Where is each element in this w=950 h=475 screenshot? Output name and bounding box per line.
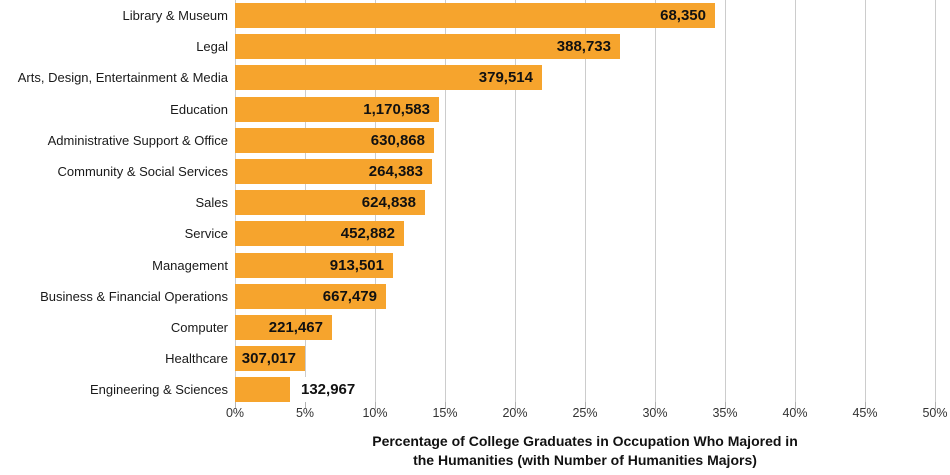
gridline-15 — [445, 0, 446, 402]
category-label: Computer — [170, 320, 228, 335]
bar — [235, 315, 332, 340]
bar-value-label: 388,733 — [556, 38, 611, 55]
bar — [235, 159, 432, 184]
gridline-50 — [935, 0, 936, 402]
category-label: Management — [152, 258, 228, 273]
category-label: Education — [170, 102, 228, 117]
x-tick-label: 30% — [642, 406, 668, 420]
x-axis-title-line1: Percentage of College Graduates in Occupation Who Majored in — [372, 433, 798, 449]
category-label: Service — [184, 226, 228, 241]
x-tick-label: 45% — [852, 406, 878, 420]
bar — [235, 377, 356, 402]
gridline-40 — [795, 0, 796, 402]
bar-value-label: 624,838 — [361, 194, 416, 211]
bar-value-label: 1,170,583 — [363, 101, 430, 118]
bar — [235, 97, 439, 122]
category-label: Arts, Design, Entertainment & Media — [17, 70, 228, 85]
category-label: Legal — [196, 39, 228, 54]
x-tick-label: 50% — [922, 406, 948, 420]
x-tick-label: 10% — [362, 406, 388, 420]
bar-value-label: 221,467 — [268, 319, 323, 336]
x-tick-label: 15% — [432, 406, 458, 420]
bar-value-label: 307,017 — [241, 350, 296, 367]
gridline-35 — [725, 0, 726, 402]
category-label: Sales — [195, 195, 228, 210]
bar — [235, 221, 404, 246]
bar — [235, 190, 425, 215]
category-label: Administrative Support & Office — [47, 133, 228, 148]
category-label: Library & Museum — [122, 8, 228, 23]
category-label: Engineering & Sciences — [89, 382, 228, 397]
bar-value-label: 630,868 — [370, 132, 425, 149]
x-tick-label: 25% — [572, 406, 598, 420]
gridline-20 — [515, 0, 516, 402]
plot-area — [235, 0, 935, 402]
bar — [235, 346, 305, 371]
bar — [235, 128, 434, 153]
bar — [235, 65, 542, 90]
category-label: Community & Social Services — [57, 164, 228, 179]
bar-value-label: 379,514 — [478, 69, 533, 86]
x-tick-label: 20% — [502, 406, 528, 420]
x-tick-label: 40% — [782, 406, 808, 420]
bar-value-label: 913,501 — [329, 257, 384, 274]
bar — [235, 3, 715, 28]
bar — [235, 34, 620, 59]
x-tick-label: 5% — [295, 406, 315, 420]
category-label: Healthcare — [165, 351, 228, 366]
bar — [235, 253, 393, 278]
x-axis-title — [235, 432, 935, 470]
bar-value-label: 132,967 — [299, 377, 357, 402]
gridline-45 — [865, 0, 866, 402]
x-tick-label: 0% — [225, 406, 245, 420]
gridline-30 — [655, 0, 656, 402]
gridline-25 — [585, 0, 586, 402]
bar-value-label: 452,882 — [340, 225, 395, 242]
category-label: Business & Financial Operations — [40, 289, 228, 304]
bar — [235, 284, 386, 309]
bar-value-label: 68,350 — [660, 7, 706, 24]
bar-value-label: 667,479 — [322, 288, 377, 305]
x-axis-title-line2: the Humanities (with Number of Humanities Majors) — [413, 452, 757, 468]
x-tick-label: 35% — [712, 406, 738, 420]
bar-value-label: 264,383 — [368, 163, 423, 180]
